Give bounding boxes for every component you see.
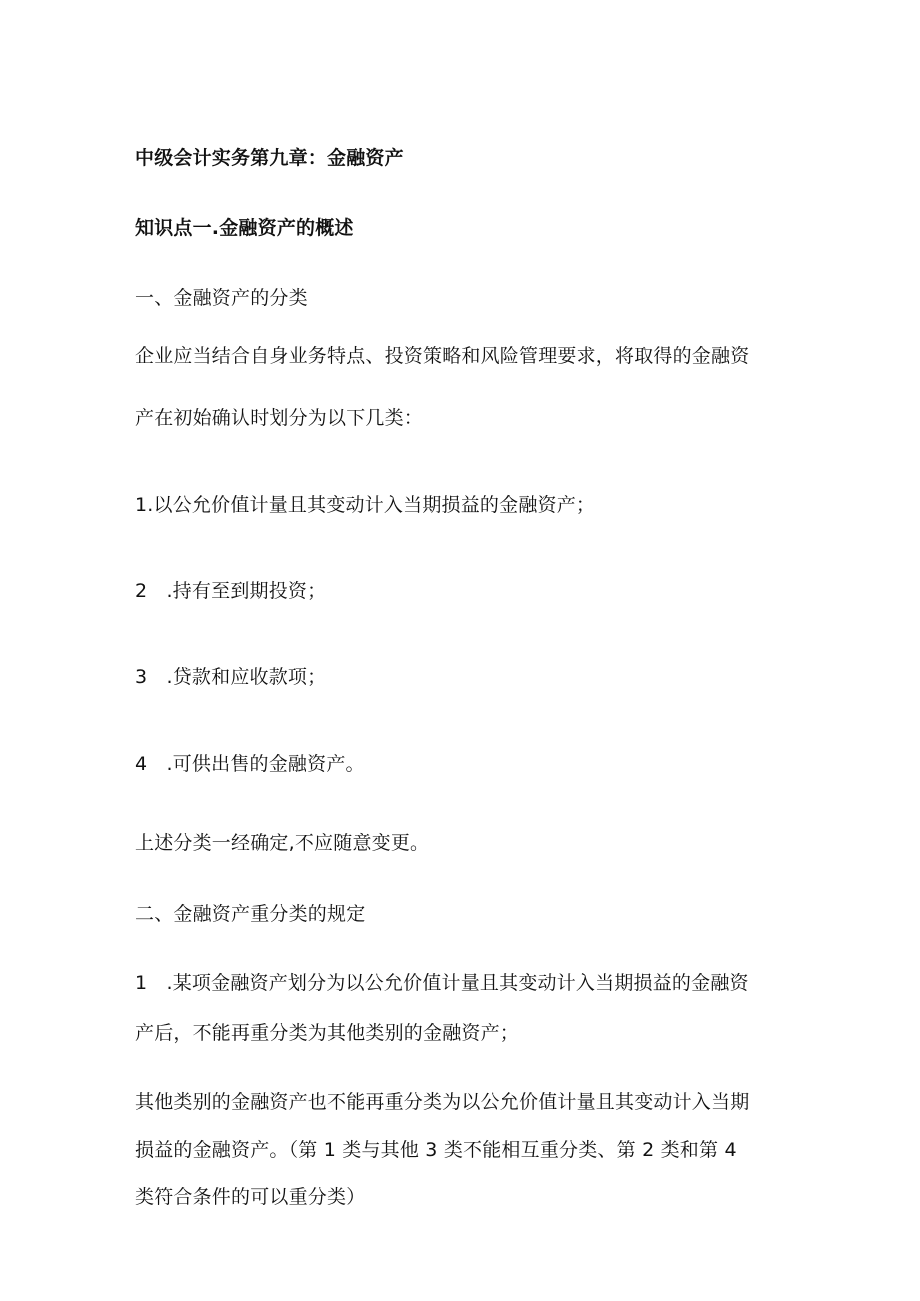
- para-line-2: 损益的金融资产。（第 1 类与其他 3 类不能相互重分类、第 2 类和第 4: [135, 1139, 737, 1161]
- para-line-3: 类符合条件的可以重分类）: [135, 1186, 366, 1208]
- part1-heading: 一、金融资产的分类: [135, 287, 308, 309]
- list-item-4: 4 .可供出售的金融资产。: [135, 753, 365, 775]
- para-line-1: 其他类别的金融资产也不能再重分类为以公允价值计量且其变动计入当期: [135, 1091, 750, 1113]
- list-item-2: 2 .持有至到期投资；: [135, 580, 327, 602]
- rule1-line-1: 1 .某项金融资产划分为以公允价值计量且其变动计入当期损益的金融资: [135, 972, 749, 994]
- list-item-1: 1.以公允价值计量且其变动计入当期损益的金融资产；: [135, 494, 596, 516]
- part2-heading: 二、金融资产重分类的规定: [135, 903, 366, 925]
- intro-line-2: 产在初始确认时划分为以下几类：: [135, 407, 424, 429]
- section-heading: 知识点一.金融资产的概述: [135, 217, 354, 239]
- rule1-line-2: 产后，不能再重分类为其他类别的金融资产；: [135, 1022, 520, 1044]
- intro-line-1: 企业应当结合自身业务特点、投资策略和风险管理要求，将取得的金融资: [135, 345, 750, 367]
- document-title: 中级会计实务第九章：金融资产: [135, 147, 404, 169]
- classification-note: 上述分类一经确定,不应随意变更。: [135, 832, 430, 854]
- list-item-3: 3 .贷款和应收款项；: [135, 666, 327, 688]
